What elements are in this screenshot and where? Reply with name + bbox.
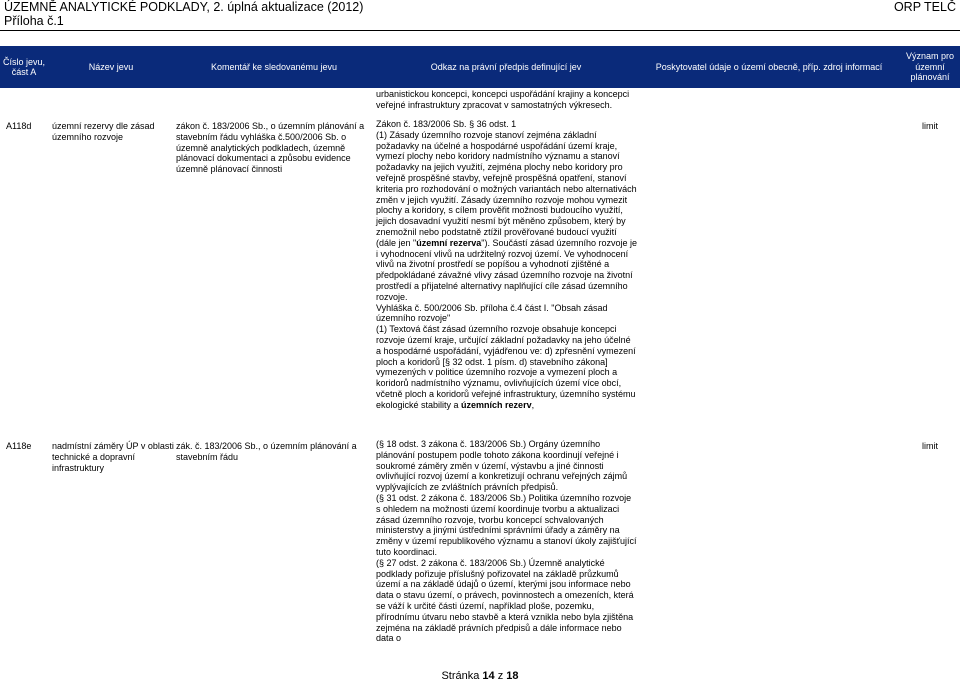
column-header-komentar: Komentář ke sledovanému jevu xyxy=(174,46,374,88)
table-row xyxy=(0,119,960,439)
table-header-row xyxy=(0,46,960,88)
header-divider xyxy=(0,30,960,31)
column-header-poskytovatel: Poskytovatel údaje o území obecně, příp. zdroj informací xyxy=(638,46,900,88)
table-row xyxy=(0,439,960,644)
column-header-cislo: Číslo jevu, část A xyxy=(0,46,48,88)
row-cislo: A118e xyxy=(6,441,32,451)
column-header-nazev: Název jevu xyxy=(48,46,174,88)
bold-term: územních rezerv xyxy=(461,399,532,410)
row-poskytovatel xyxy=(638,439,900,644)
table-row-continuation xyxy=(0,88,960,119)
column-header-vyznam: Význam pro územní plánování xyxy=(900,46,960,88)
row-odkaz: (§ 18 odst. 3 zákona č. 183/2006 Sb.) Orgány územního plánování postupem podle tohoto zákona koordinují veřejné i soukromé záměry změn v území, výstavbu a jiné činnosti ovlivňující rozvoj území a konkretizují ochranu veřejných zájmů vyplývajících ze zvláštních právních předpisů. (§ 31 odst. 2 zákona č. 183/2006 Sb.) Politika územního rozvoje s ohledem na možnosti území koordinuje tvorbu a aktualizaci zásad územního rozvoje, tvorbu koncepcí schvalovaných ministerstvy a jinými ústředními správními úřady a záměry na změny v území republikového významu a stanoví úkoly zajišťující tuto koordinaci. (§ 27 odst. 2 zákona č. 183/2006 Sb.) Územně analytické podklady pořizuje příslušný pořizovatel na základě průzkumů území a na základě údajů o území, kterými jsou informace nebo data o stavu území, o právech, povinnostech a omezeních, která se váží k určité části území, například ploše, pozemku, přírodnímu útvaru nebo stavbě a která vznikla nebo byla zjištěna zejména na základě právních předpisů a dále informace nebo data o xyxy=(376,439,637,644)
row-vyznam: limit xyxy=(922,441,938,451)
data-table xyxy=(0,46,960,644)
bold-term: územní rezerva xyxy=(416,237,482,248)
row-nazev: územní rezervy dle zásad územního rozvoje xyxy=(52,121,155,142)
document-appendix-label: Příloha č.1 xyxy=(4,14,64,28)
document-title: ÚZEMNĚ ANALYTICKÉ PODKLADY, 2. úplná aktualizace (2012) xyxy=(4,0,364,14)
row-komentar: zákon č. 183/2006 Sb., o územním plánování a stavebním řádu vyhláška č.500/2006 Sb. o územně analytických podkladech, územně plánovací dokumentaci a způsobu evidence územně plánovací činnosti xyxy=(176,121,365,175)
column-header-odkaz: Odkaz na právní předpis definující jev xyxy=(374,46,638,88)
row-nazev: nadmístní záměry ÚP v oblasti technické a dopravní infrastruktury xyxy=(52,441,174,473)
orp-label: ORP TELČ xyxy=(893,0,956,14)
row-poskytovatel xyxy=(638,119,900,439)
row-vyznam: limit xyxy=(922,121,938,131)
row-odkaz: Zákon č. 183/2006 Sb. § 36 odst. 1 (1) Zásady územního rozvoje stanoví zejména základní požadavky na účelné a hospodárné uspořádání území kraje, vymezí plochy nebo koridory nadmístního významu a stanoví požadavky na jejich využití, zejména plochy nebo koridory pro veřejně prospěšné stavby, veřejně prospěšná opatření, stanoví kriteria pro rozhodování o možných variantách nebo alternativách změn v jejich využití. Zásady územního rozvoje mohou vymezit plochy a koridory, s cílem prověřit možnosti budoucího využití, jejich dosavadní využití nesmí být měněno způsobem, který by znemožnil nebo podstatně ztížil prověřované budoucí využití (dále jen "územní rezerva"). Součástí zásad územního rozvoje je i vyhodnocení vlivů na udržitelný rozvoj území. Ve vyhodnocení vlivů na životní prostředí se popíšou a vyhodnotí zjištěné a předpokládané závažné vlivy zásad územního rozvoje na životní prostředí a přijatelné alternativy naplňující cíle zásad územního rozvoje. Vyhláška č. 500/2006 Sb. příloha č.4 část I. "Obsah zásad územního rozvoje" (1) Textová část zásad územního rozvoje obsahuje koncepci rozvoje území kraje, určující základní požadavky na jeho účelné a hospodárné uspořádání, vyjádřenou ve: d) zpřesnění vymezení ploch a koridorů [§ 32 odst. 1 písm. d) stavebního zákona] vymezených v politice územního rozvoje a vymezení ploch a koridorů nadmístního významu, ovlivňujících území více obcí, včetně ploch a koridorů veřejné infrastruktury, územního systému ekologické stability a územních rezerv, xyxy=(376,119,638,410)
row-cislo: A118d xyxy=(6,121,32,131)
page-footer: Stránka 14 z 18 xyxy=(441,670,519,682)
row-komentar: zák. č. 183/2006 Sb., o územním plánování a stavebním řádu xyxy=(176,441,357,462)
page-total: 18 xyxy=(506,670,519,682)
continuation-text: urbanistickou koncepci, koncepci uspořádání krajiny a koncepci veřejné infrastruktury zpracovat v samostatných výkresech. xyxy=(376,89,632,110)
page-current: 14 xyxy=(482,670,495,682)
